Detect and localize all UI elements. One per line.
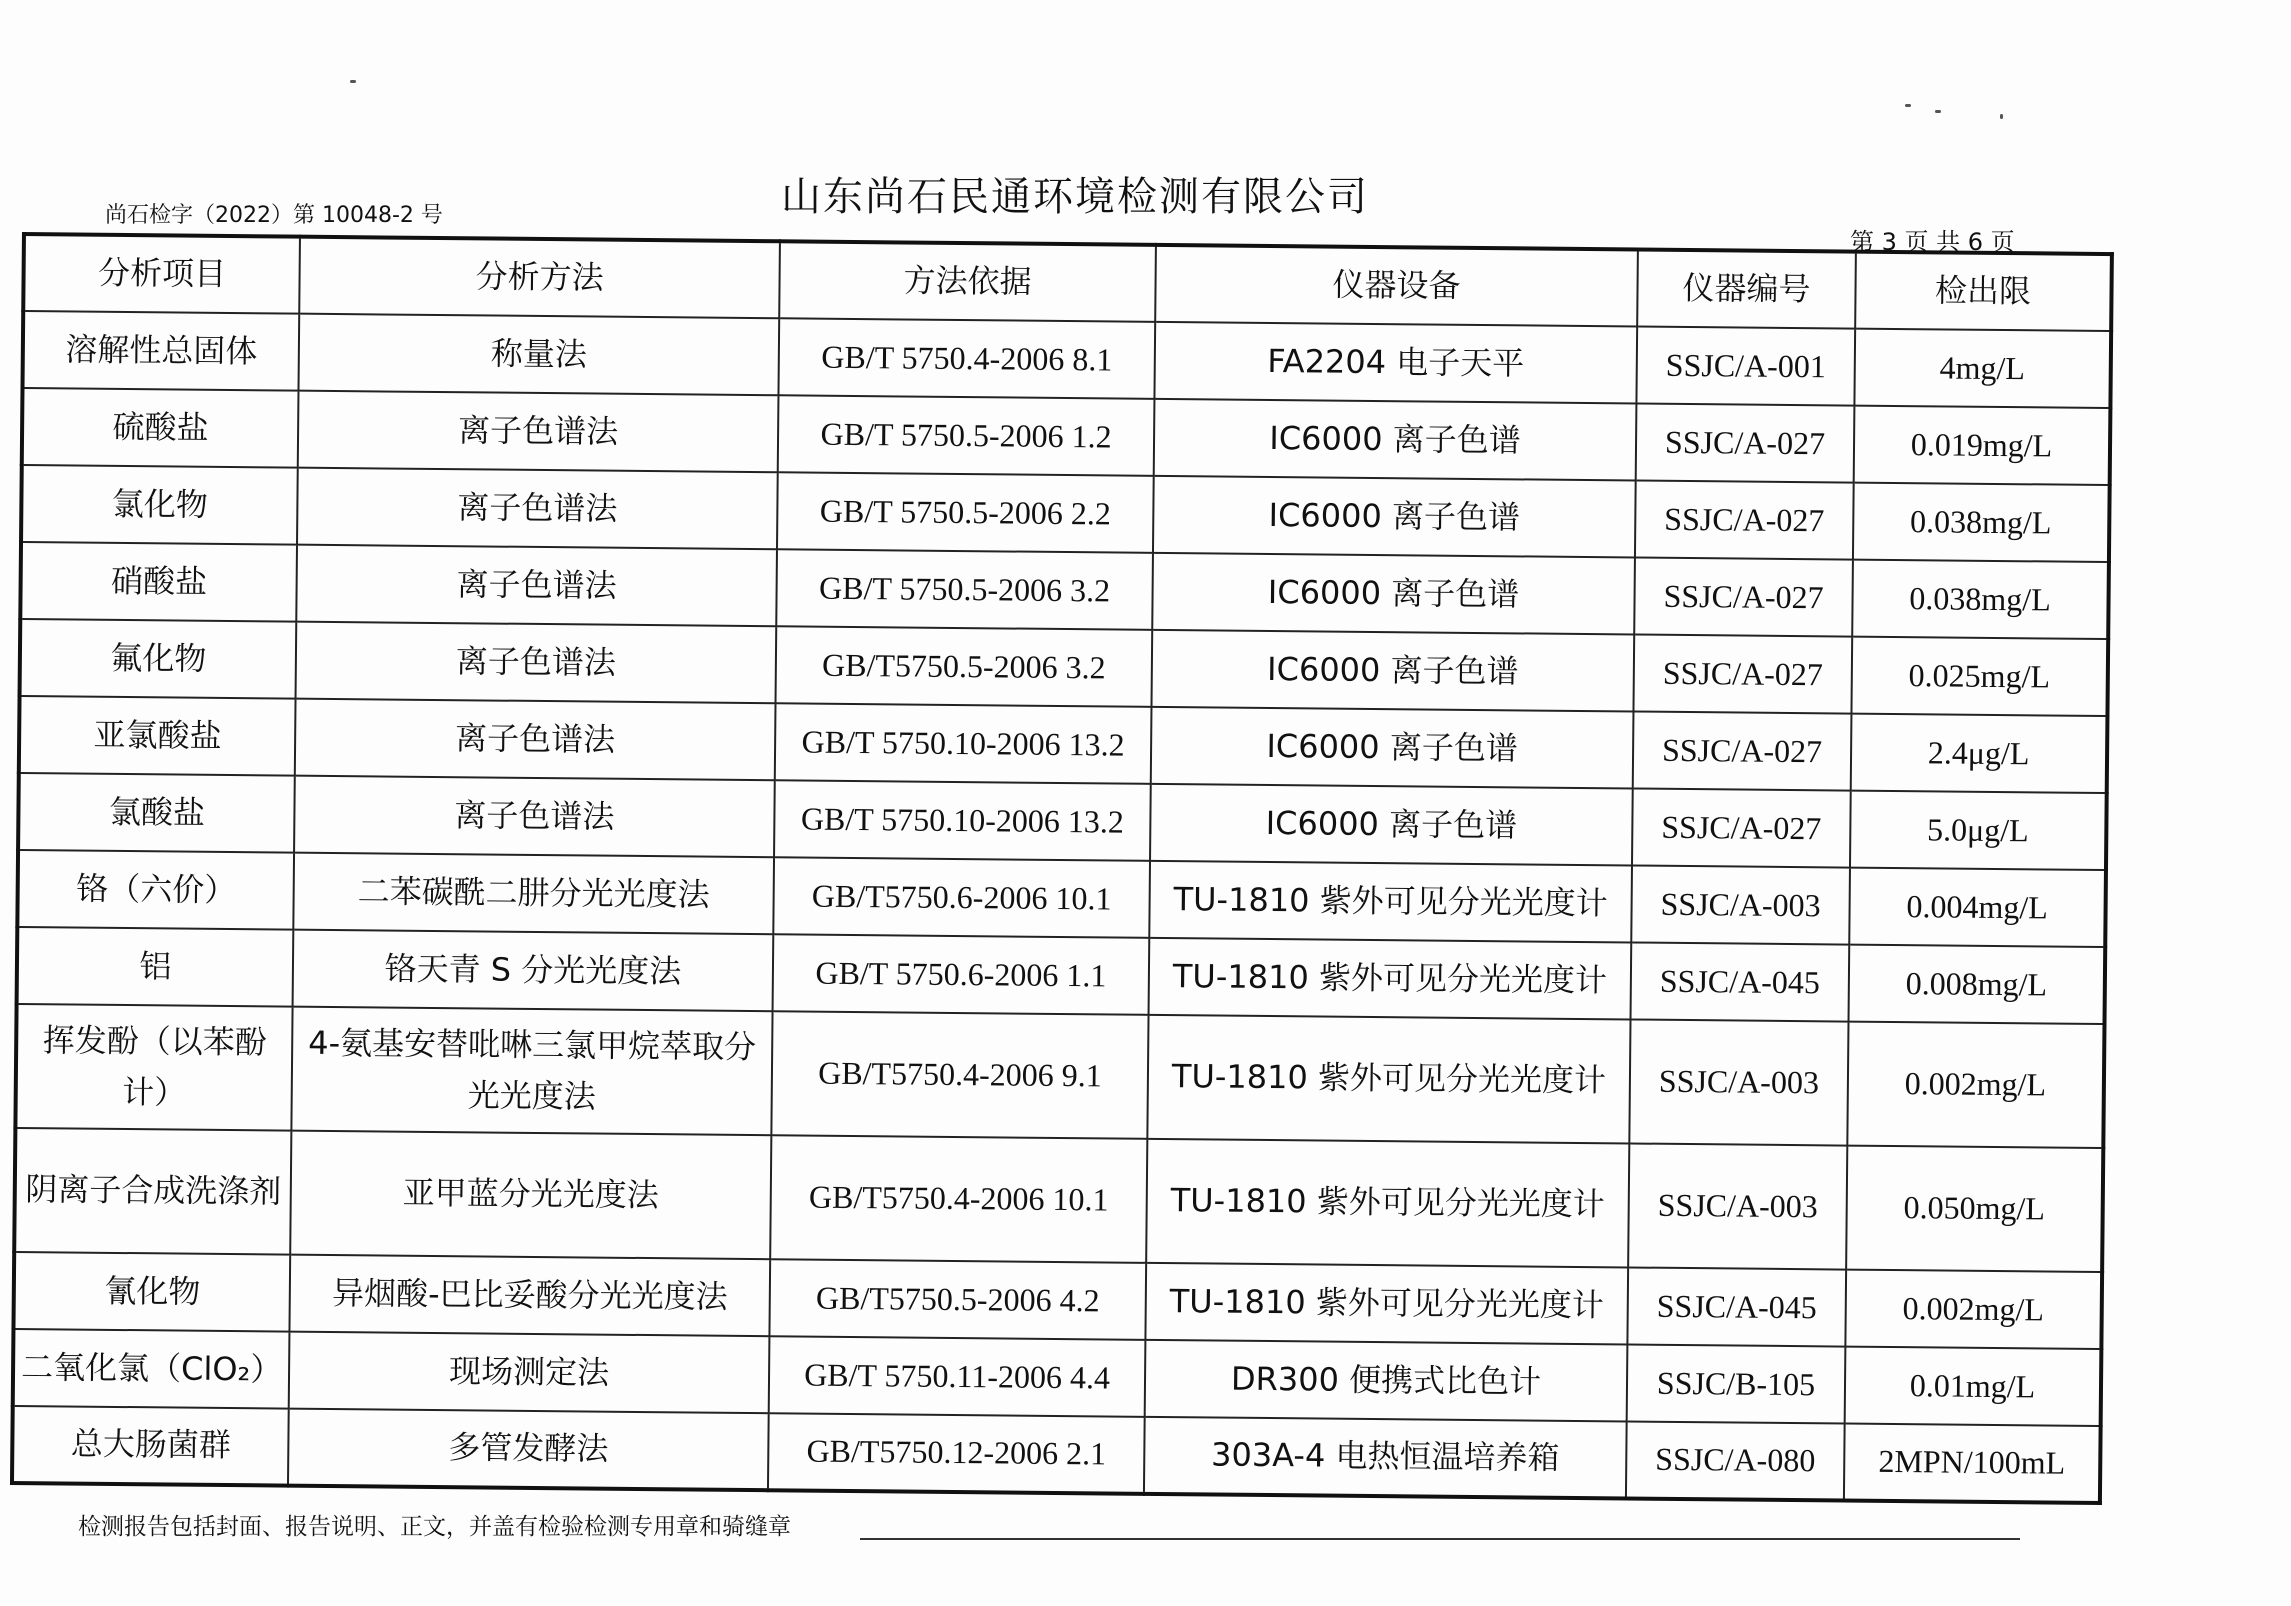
analysis-method: 离子色谱法 xyxy=(298,391,779,473)
instrument-id: SSJC/B-105 xyxy=(1627,1344,1846,1423)
detection-limit: 2.4μg/L xyxy=(1851,714,2108,793)
instrument-id: SSJC/A-003 xyxy=(1631,865,1850,944)
instrument-id: SSJC/A-027 xyxy=(1633,634,1852,713)
analysis-method: 多管发酵法 xyxy=(288,1409,769,1491)
method-basis: GB/T5750.5-2006 4.2 xyxy=(769,1259,1146,1340)
instrument: 303A-4 电热恒温培养箱 xyxy=(1144,1417,1627,1499)
instrument: TU-1810 紫外可见分光光度计 xyxy=(1146,1139,1629,1268)
analysis-item: 二氧化氯（ClO₂） xyxy=(13,1329,290,1409)
method-basis: GB/T5750.5-2006 3.2 xyxy=(776,626,1153,707)
instrument-id: SSJC/A-027 xyxy=(1635,481,1854,560)
instrument: TU-1810 紫外可见分光光度计 xyxy=(1149,861,1632,943)
method-basis: GB/T 5750.10-2006 13.2 xyxy=(775,703,1152,784)
analysis-item: 氯化物 xyxy=(21,465,298,545)
method-basis: GB/T 5750.11-2006 4.4 xyxy=(769,1336,1146,1417)
analysis-item: 亚氯酸盐 xyxy=(19,696,296,776)
method-basis: GB/T 5750.5-2006 3.2 xyxy=(776,549,1153,630)
instrument: IC6000 离子色谱 xyxy=(1151,707,1634,789)
analysis-item: 铬（六价） xyxy=(17,850,294,930)
instrument: IC6000 离子色谱 xyxy=(1153,476,1636,558)
detection-limit: 0.025mg/L xyxy=(1851,637,2108,716)
detection-limit: 0.050mg/L xyxy=(1846,1146,2103,1272)
method-basis: GB/T5750.4-2006 10.1 xyxy=(770,1135,1147,1263)
instrument-id: SSJC/A-080 xyxy=(1626,1421,1845,1500)
instrument: DR300 便携式比色计 xyxy=(1145,1340,1628,1422)
column-header: 分析方法 xyxy=(299,237,780,319)
instrument-id: SSJC/A-027 xyxy=(1633,711,1852,790)
column-header: 仪器编号 xyxy=(1637,250,1856,329)
table-row xyxy=(14,1128,2103,1272)
instrument-id: SSJC/A-027 xyxy=(1634,557,1853,636)
analysis-method: 离子色谱法 xyxy=(294,776,775,858)
detection-limit: 0.038mg/L xyxy=(1852,560,2109,639)
instrument: TU-1810 紫外可见分光光度计 xyxy=(1147,1015,1630,1144)
instrument-id: SSJC/A-003 xyxy=(1628,1143,1847,1269)
detection-limit: 0.019mg/L xyxy=(1854,406,2111,485)
detection-limit: 0.002mg/L xyxy=(1845,1270,2102,1349)
scan-speck xyxy=(1905,104,1911,107)
column-header: 检出限 xyxy=(1855,252,2112,331)
report-number: 尚石检字（2022）第 10048-2 号 xyxy=(105,203,443,228)
instrument-id: SSJC/A-003 xyxy=(1629,1019,1848,1145)
method-basis: GB/T 5750.5-2006 2.2 xyxy=(777,472,1154,553)
method-basis: GB/T 5750.5-2006 1.2 xyxy=(778,395,1155,476)
analysis-method: 4-氨基安替吡啉三氯甲烷萃取分光光度法 xyxy=(291,1007,772,1136)
analysis-item: 溶解性总固体 xyxy=(23,311,300,391)
method-basis: GB/T 5750.4-2006 8.1 xyxy=(778,318,1155,399)
instrument: IC6000 离子色谱 xyxy=(1154,399,1637,481)
instrument-id: SSJC/A-027 xyxy=(1636,404,1855,483)
analysis-item: 挥发酚（以苯酚计） xyxy=(15,1004,292,1131)
column-header: 仪器设备 xyxy=(1155,245,1638,327)
detection-limit: 0.004mg/L xyxy=(1849,868,2106,947)
analysis-method: 称量法 xyxy=(298,314,779,396)
analysis-methods-table-wrapper xyxy=(10,232,2110,1505)
detection-limit: 5.0μg/L xyxy=(1850,791,2107,870)
column-header: 分析项目 xyxy=(23,234,300,314)
detection-limit: 0.038mg/L xyxy=(1853,483,2110,562)
method-basis: GB/T5750.6-2006 10.1 xyxy=(773,857,1150,938)
analysis-method: 亚甲蓝分光光度法 xyxy=(290,1131,771,1260)
analysis-method: 离子色谱法 xyxy=(295,699,776,781)
detection-limit: 0.01mg/L xyxy=(1845,1347,2102,1426)
column-header: 方法依据 xyxy=(779,241,1156,322)
analysis-item: 硫酸盐 xyxy=(22,388,299,468)
instrument-id: SSJC/A-027 xyxy=(1632,788,1851,867)
page-number: 第 3 页 共 6 页 xyxy=(1850,228,2015,256)
analysis-method: 离子色谱法 xyxy=(296,622,777,704)
instrument: IC6000 离子色谱 xyxy=(1152,553,1635,635)
analysis-item: 阴离子合成洗涤剂 xyxy=(14,1128,291,1255)
instrument: IC6000 离子色谱 xyxy=(1151,630,1634,712)
analysis-item: 氰化物 xyxy=(13,1252,290,1332)
analysis-item: 氟化物 xyxy=(20,619,297,699)
method-basis: GB/T5750.4-2006 9.1 xyxy=(771,1011,1148,1139)
table-row xyxy=(15,1004,2104,1148)
instrument-id: SSJC/A-045 xyxy=(1631,942,1850,1021)
footer-note: 检测报告包括封面、报告说明、正文，并盖有检验检测专用章和骑缝章 xyxy=(78,1514,791,1540)
instrument-id: SSJC/A-001 xyxy=(1636,327,1855,406)
instrument: TU-1810 紫外可见分光光度计 xyxy=(1149,938,1632,1020)
analysis-item: 氯酸盐 xyxy=(18,773,295,853)
instrument: FA2204 电子天平 xyxy=(1154,322,1637,404)
instrument-id: SSJC/A-045 xyxy=(1627,1267,1846,1346)
detection-limit: 0.008mg/L xyxy=(1849,945,2106,1024)
analysis-item: 硝酸盐 xyxy=(20,542,297,622)
instrument: IC6000 离子色谱 xyxy=(1150,784,1633,866)
method-basis: GB/T5750.12-2006 2.1 xyxy=(768,1413,1145,1494)
detection-limit: 4mg/L xyxy=(1854,329,2111,408)
analysis-item: 总大肠菌群 xyxy=(12,1406,289,1486)
method-basis: GB/T 5750.10-2006 13.2 xyxy=(774,780,1151,861)
detection-limit: 2MPN/100mL xyxy=(1844,1424,2101,1503)
analysis-method: 离子色谱法 xyxy=(296,545,777,627)
footer-divider xyxy=(860,1538,2020,1540)
analysis-method: 离子色谱法 xyxy=(297,468,778,550)
method-basis: GB/T 5750.6-2006 1.1 xyxy=(773,934,1150,1015)
analysis-item: 铝 xyxy=(17,927,294,1007)
analysis-method: 铬天青 S 分光光度法 xyxy=(293,930,774,1012)
scan-speck xyxy=(350,80,356,83)
detection-limit: 0.002mg/L xyxy=(1847,1022,2104,1148)
company-title: 山东尚石民通环境检测有限公司 xyxy=(781,174,1369,220)
instrument: TU-1810 紫外可见分光光度计 xyxy=(1145,1263,1628,1345)
analysis-method: 异烟酸-巴比妥酸分光光度法 xyxy=(289,1255,770,1337)
analysis-methods-table xyxy=(10,232,2114,1505)
analysis-method: 二苯碳酰二肼分光光度法 xyxy=(293,853,774,935)
scan-speck xyxy=(1935,110,1941,113)
analysis-method: 现场测定法 xyxy=(289,1332,770,1414)
scan-speck xyxy=(2000,114,2003,119)
